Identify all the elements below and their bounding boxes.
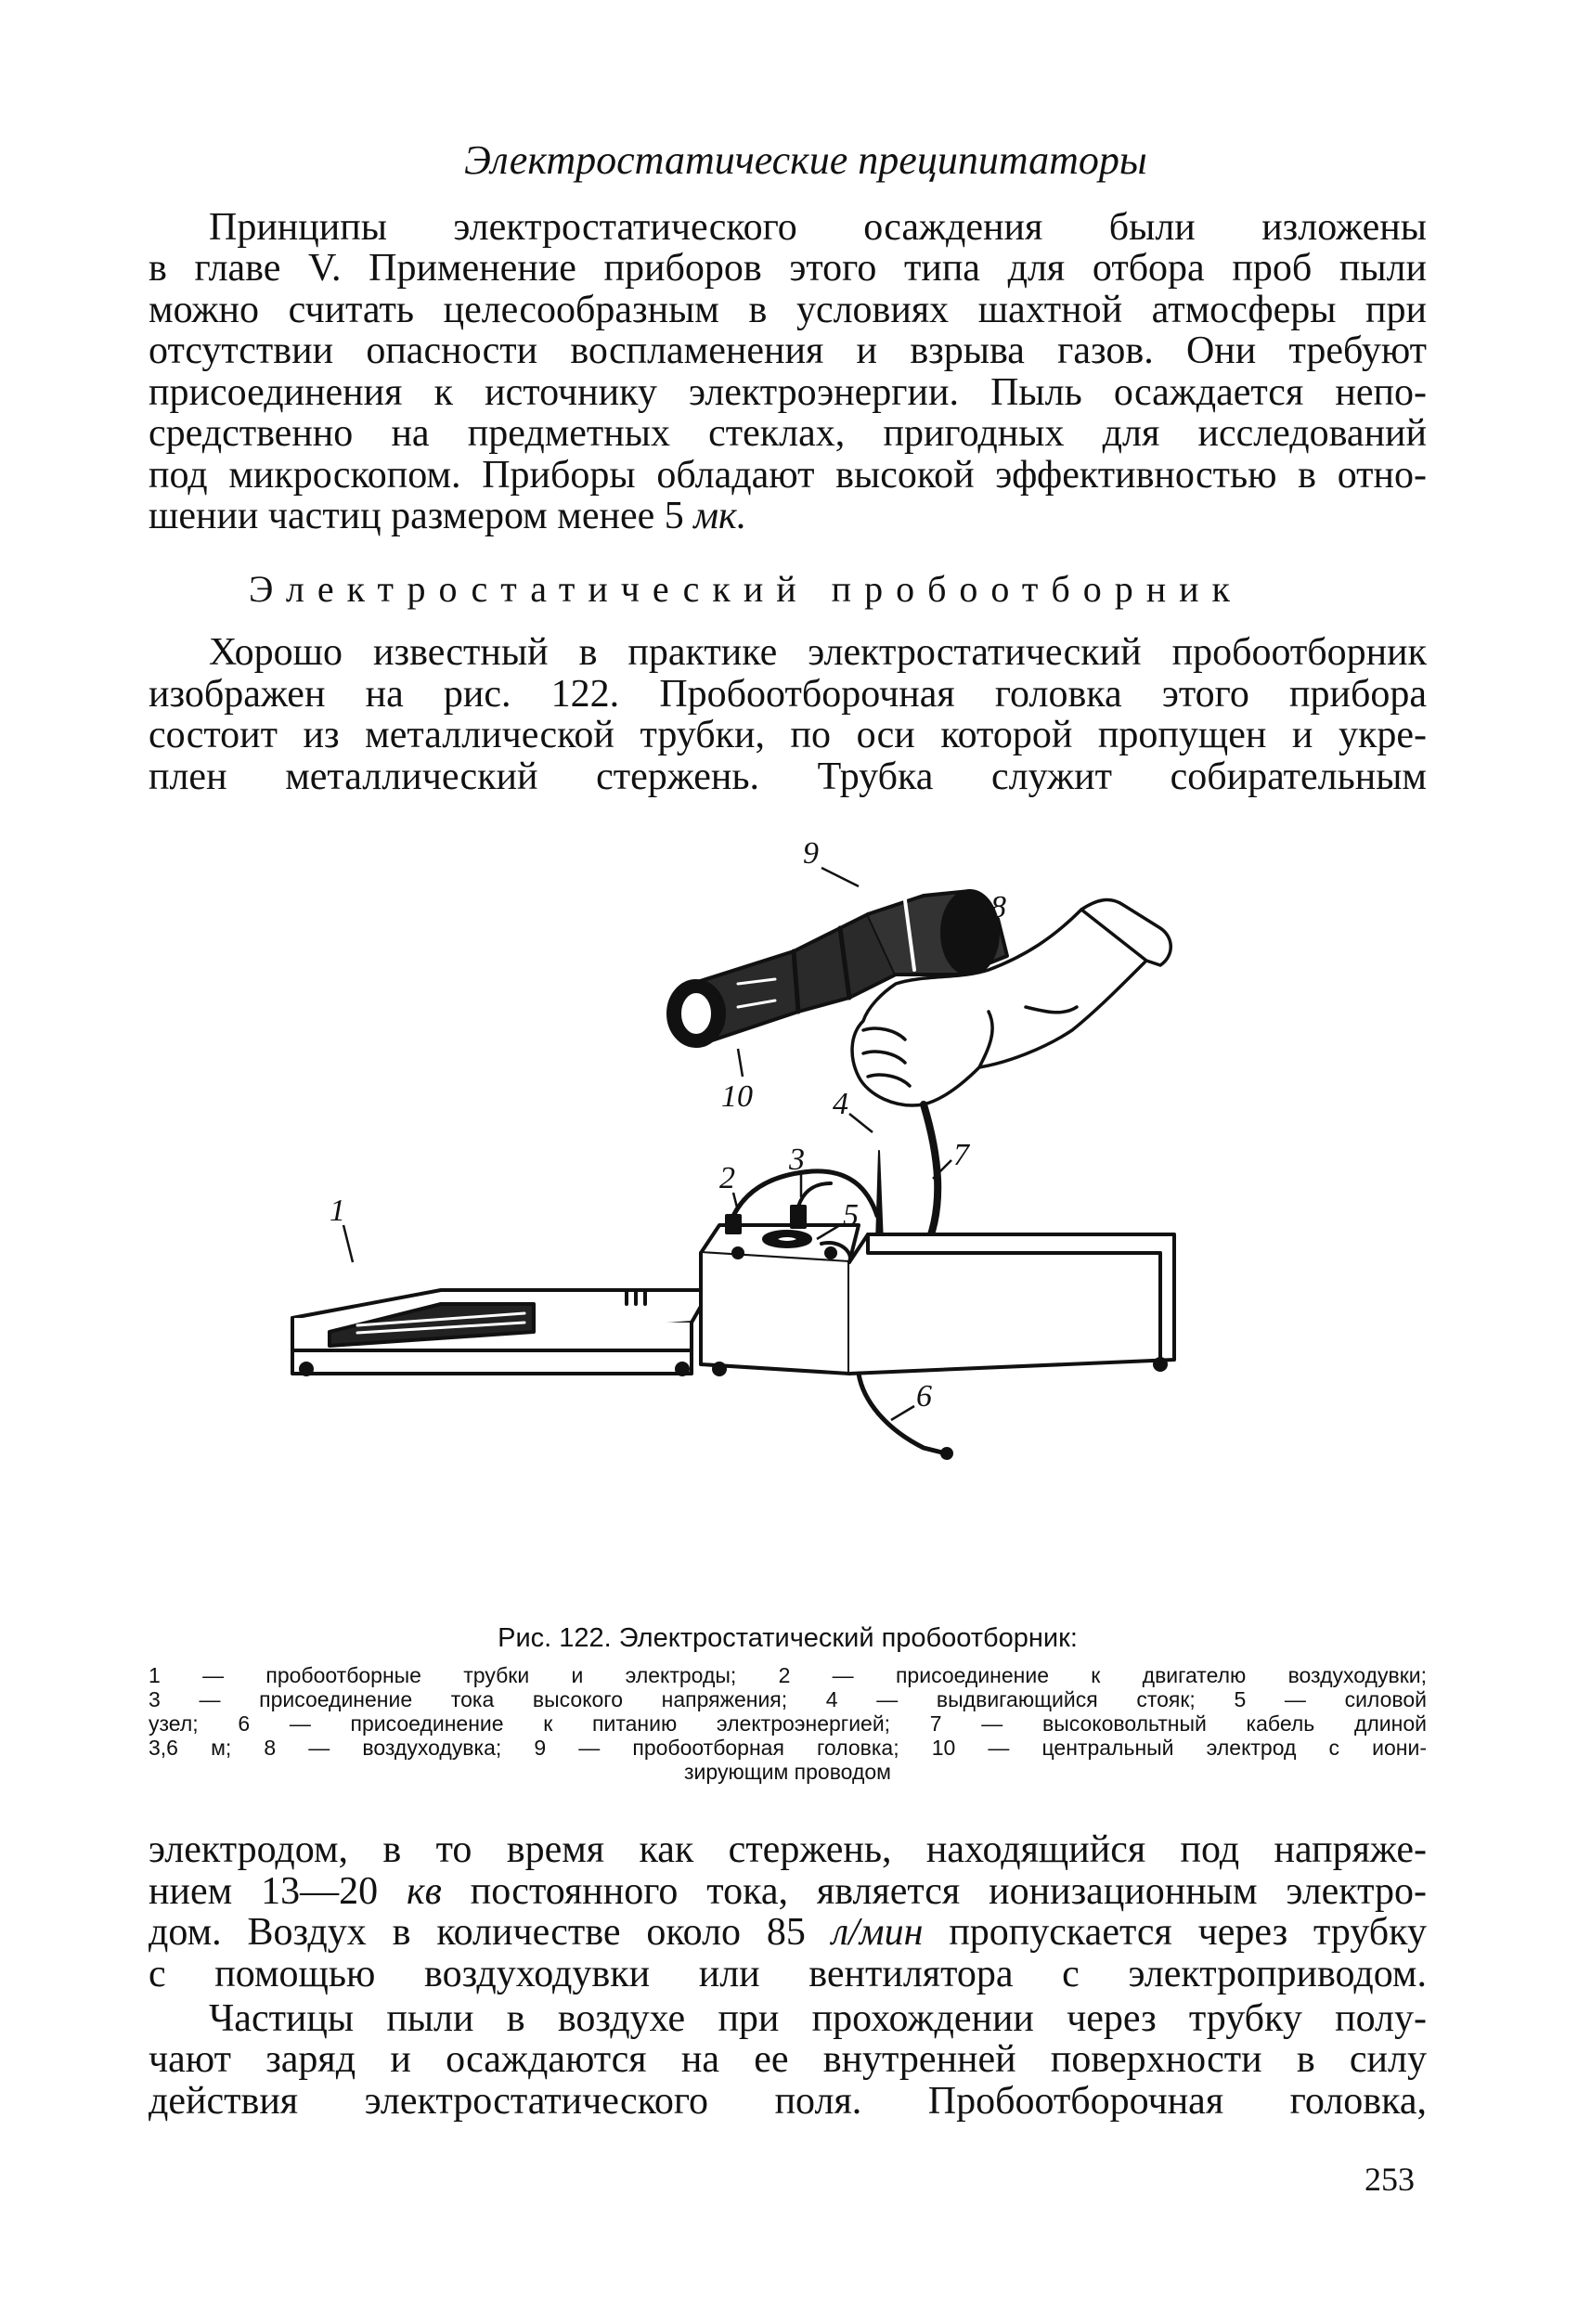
figure-caption: Рис. 122. Электростатический пробоотборник: <box>498 1623 1078 1653</box>
text-run: дом. Воздух в количестве около 85 <box>149 1911 832 1954</box>
paragraph-line: средственно на предметных стеклах, пригодных для исследований <box>149 412 1427 455</box>
paragraph-line: под микроскопом. Приборы обладают высокой эффективностью в отно- <box>149 454 1427 497</box>
paragraph-line: плен металлический стержень. Трубка служит собирательным <box>149 755 1427 798</box>
page-number: 253 <box>1365 2161 1415 2198</box>
unit-mk: мк. <box>693 495 747 537</box>
label-8: 8 <box>990 890 1006 924</box>
section-title: Электростатические преципитаторы <box>464 137 1147 183</box>
label-5: 5 <box>843 1198 859 1233</box>
subsection-title: Электростатический пробоотборник <box>249 568 1243 610</box>
figure-legend-line: 1 — пробоотборные трубки и электроды; 2 — присоединение к двигателю воздуходувки; <box>149 1663 1427 1687</box>
paragraph-line <box>149 1911 1427 1954</box>
label-9: 9 <box>803 836 819 871</box>
figure-legend-line: зирующим проводом <box>684 1760 891 1784</box>
sampler-illustration <box>255 817 1443 1615</box>
paragraph-line: Хорошо известный в практике электростатический пробоотборник <box>209 631 1427 674</box>
label-2: 2 <box>719 1161 735 1195</box>
paragraph-line: состоит из металлической трубки, по оси которой пропущен и укре- <box>149 714 1427 756</box>
unit-kv: кв <box>406 1870 442 1913</box>
figure-legend-line: 3,6 м; 8 — воздуходувка; 9 — пробоотборная головка; 10 — центральный электрод с иони- <box>149 1736 1427 1760</box>
paragraph-line: отсутствии опасности воспламенения и взрыва газов. Они требуют <box>149 329 1427 372</box>
box-drawing <box>701 1207 1174 1375</box>
unit-l-min: л/мин <box>831 1911 924 1954</box>
paragraph-line: присоединения к источнику электроэнергии. Пыль осаждается непо- <box>149 371 1427 414</box>
figure-legend-line: 3 — присоединение тока высокого напряжения; 4 — выдвигающийся стояк; 5 — силовой <box>149 1687 1427 1711</box>
paragraph-line: можно считать целесообразным в условиях шахтной атмосферы при <box>149 289 1427 331</box>
label-1: 1 <box>330 1194 345 1228</box>
paragraph-line: действия электростатического поля. Пробоотборочная головка, <box>149 2080 1427 2123</box>
label-10: 10 <box>721 1079 753 1114</box>
label-3: 3 <box>789 1143 805 1177</box>
paragraph-line: в главе V. Применение приборов этого типа для отбора проб пыли <box>149 247 1427 290</box>
label-6: 6 <box>916 1379 932 1414</box>
figure-legend-line: узел; 6 — присоединение к питанию электроэнергией; 7 — высоковольтный кабель длиной <box>149 1711 1427 1736</box>
paragraph-line: Частицы пыли в воздухе при прохождении через трубку полу- <box>209 1997 1427 2040</box>
paragraph-line <box>149 1870 1427 1913</box>
paragraph-line: чают заряд и осаждаются на ее внутренней поверхности в силу <box>149 2038 1427 2081</box>
text-run: пропускается через трубку <box>923 1911 1427 1954</box>
paragraph-text: шении частиц размером менее 5 <box>149 495 694 537</box>
text-run: нием 13—20 <box>149 1870 407 1913</box>
paragraph-line: Принципы электростатического осаждения были изложены <box>209 206 1427 249</box>
paragraph-line: изображен на рис. 122. Пробоотборочная головка этого прибора <box>149 673 1427 716</box>
label-4: 4 <box>833 1087 848 1121</box>
text-run: постоянного тока, является ионизационным электро- <box>441 1870 1427 1913</box>
tray-drawing <box>292 1290 710 1375</box>
paragraph-line: с помощью воздуходувки или вентилятора с электроприводом. <box>149 1953 1427 1995</box>
label-7: 7 <box>953 1138 969 1172</box>
paragraph-line <box>149 495 1427 537</box>
paragraph-line: электродом, в то время как стержень, находящийся под напряже- <box>149 1828 1427 1871</box>
